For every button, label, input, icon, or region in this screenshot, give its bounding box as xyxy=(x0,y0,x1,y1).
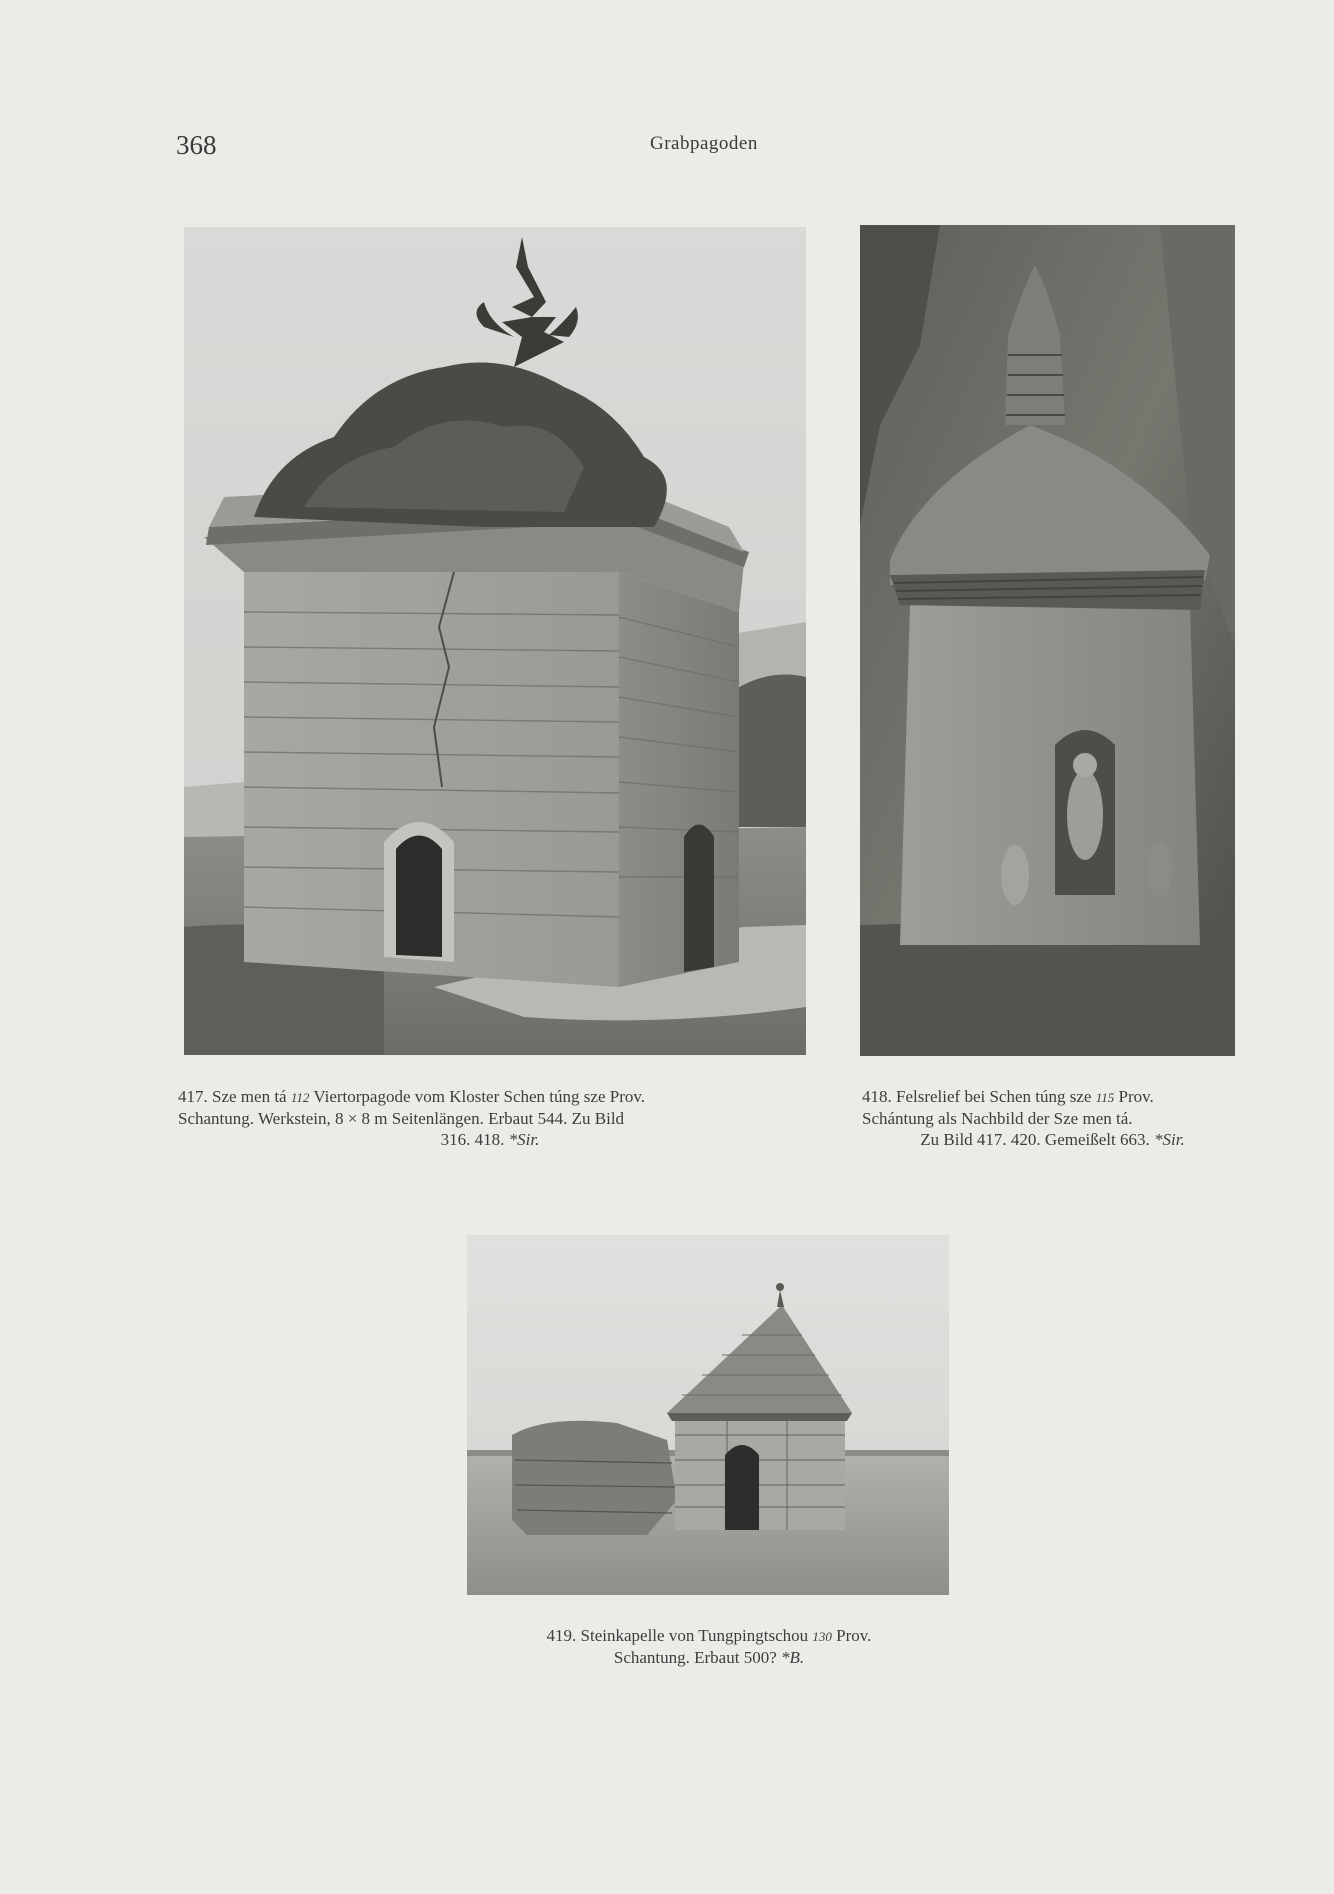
caption-text: 316. 418. xyxy=(440,1130,509,1149)
page-number: 368 xyxy=(176,130,217,160)
caption-line xyxy=(178,1086,802,1108)
reference-number: 115 xyxy=(1095,1090,1115,1105)
caption-text: Schantung. Erbaut 500? xyxy=(613,1648,781,1667)
caption-line: Schántung als Nachbild der Sze men tá. xyxy=(862,1109,1133,1128)
caption-text: 417. Sze men tá xyxy=(178,1087,291,1106)
caption-text: Prov. xyxy=(831,1626,872,1645)
caption-text: Viertorpagode vom Kloster Schen túng sze Prov. xyxy=(309,1087,645,1106)
photo-stone-chapel-419 xyxy=(467,1235,949,1595)
caption-line xyxy=(862,1129,1243,1150)
caption-line: Schantung. Werkstein, 8 × 8 m Seitenlängen. Erbaut 544. Zu Bild xyxy=(178,1109,625,1128)
reference-number: 130 xyxy=(812,1629,832,1644)
caption-text: 419. Steinkapelle von Tungpingtschou xyxy=(546,1626,813,1645)
photo-credit: *Sir. xyxy=(508,1130,540,1149)
caption-line xyxy=(178,1129,802,1150)
caption-figure-418 xyxy=(862,1086,1243,1150)
reference-number: 112 xyxy=(290,1090,310,1105)
caption-line xyxy=(494,1647,924,1668)
photo-rock-relief-418 xyxy=(860,225,1235,1056)
photo-credit: *B. xyxy=(781,1648,805,1667)
caption-text: 418. Felsrelief bei Schen túng sze xyxy=(862,1087,1096,1106)
caption-figure-417 xyxy=(178,1086,802,1150)
caption-line xyxy=(494,1625,924,1647)
caption-text: Zu Bild 417. 420. Gemeißelt 663. xyxy=(920,1130,1154,1149)
caption-text: Prov. xyxy=(1114,1087,1154,1106)
caption-figure-419 xyxy=(494,1625,924,1668)
caption-line xyxy=(862,1086,1243,1108)
running-title: Grabpagoden xyxy=(650,133,758,154)
photo-credit: *Sir. xyxy=(1154,1130,1185,1149)
photo-pagoda-417 xyxy=(184,227,806,1055)
